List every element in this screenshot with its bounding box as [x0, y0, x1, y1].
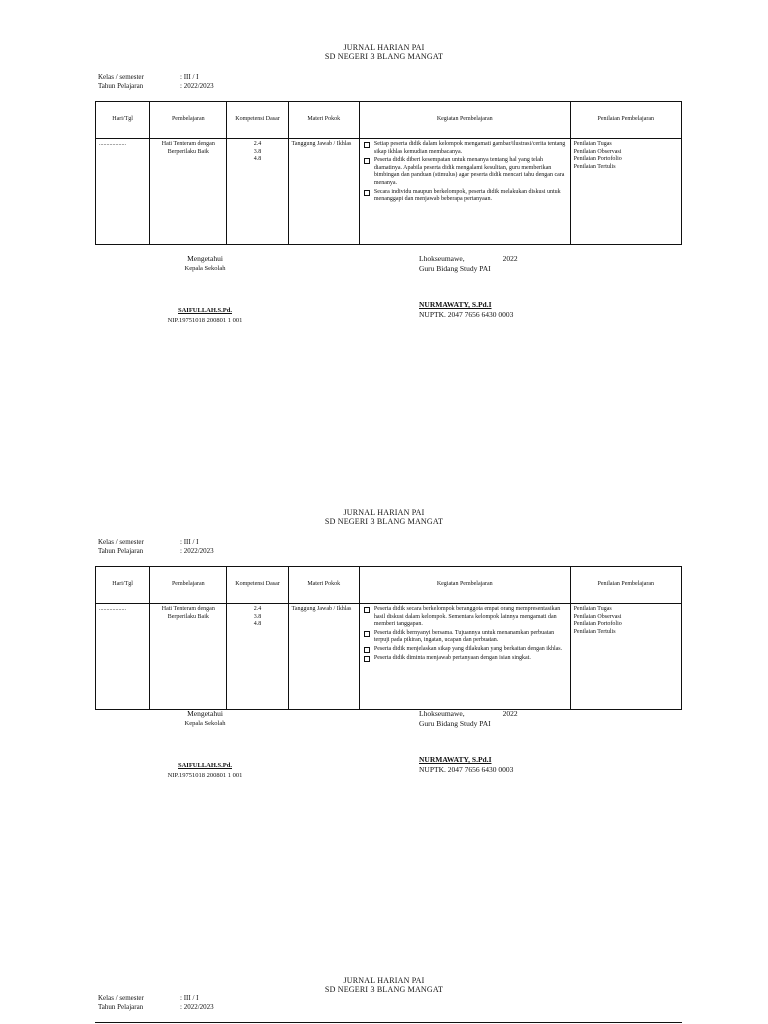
tahun-value: : 2022/2023: [180, 82, 214, 90]
year: 2022: [502, 254, 518, 263]
kompetensi-cell: [227, 139, 288, 245]
checkbox-bullet-icon: [364, 607, 370, 613]
place-date: Lhokseumawe,: [419, 254, 465, 263]
year: 2022: [502, 709, 518, 718]
class-meta: [98, 994, 214, 1012]
guru-title: Guru Bidang Study PAI: [419, 264, 491, 273]
tahun-value: : 2022/2023: [180, 547, 214, 555]
penilaian-cell: [570, 604, 681, 710]
checkbox-bullet-icon: [364, 631, 370, 637]
hari-cell: ..................: [96, 139, 150, 245]
checkbox-bullet-icon: [364, 158, 370, 164]
kelas-label: Kelas / semester: [98, 538, 144, 546]
penilaian-item: Penilaian Tertulis: [573, 628, 616, 635]
table-header-row: [96, 102, 682, 139]
header-kompetensi: Kompetensi Dasar: [227, 567, 288, 604]
list-item: [363, 606, 567, 629]
penilaian-item: Penilaian Portofolio: [573, 621, 622, 628]
guru-name: NURMAWATY, S.Pd.I: [419, 755, 492, 764]
header-penilaian: Penilaian Pembelajaran: [570, 567, 681, 604]
kegiatan-text: Peserta didik menjelaskan sikap yang dilakukan yang berkaitan dengan ikhlas.: [373, 645, 563, 652]
header-penilaian: Penilaian Pembelajaran: [570, 102, 681, 139]
kegiatan-cell: [359, 604, 570, 710]
journal-title: [0, 508, 768, 526]
checkbox-bullet-icon: [364, 647, 370, 653]
title-line-2: SD NEGERI 3 BLANG MANGAT: [324, 52, 444, 61]
kompetensi-item: 4.8: [253, 621, 262, 628]
guru-name: NURMAWATY, S.Pd.I: [419, 300, 492, 309]
checkbox-bullet-icon: [364, 656, 370, 662]
kegiatan-text: Peserta didik bernyanyi bersama. Tujuannya untuk menanamkan perbuatan terpuji pada pikiran, ingatan, ucapan dan perbuatan.: [373, 629, 555, 644]
penilaian-item: Penilaian Tertulis: [573, 163, 616, 170]
kompetensi-item: 2.4: [253, 141, 262, 147]
tahun-label: Tahun Pelajaran: [98, 547, 144, 555]
journal-table: [95, 101, 682, 245]
kelas-value: : III / I: [180, 538, 199, 546]
class-meta: [98, 73, 214, 91]
checkbox-bullet-icon: [364, 142, 370, 148]
penilaian-item: Penilaian Portofolio: [573, 156, 622, 163]
kegiatan-text: Peserta didik secara berkelompok beranggota empat orang mempresentasikan hasil diskusi dalam kelompok. Sementara kelompok lainnya mengamati dan memberi tanggapan.: [373, 606, 561, 628]
kegiatan-text: Peserta didik diberi kesempatan untuk menanya tentang hal yang telah diamatinya. Apabila peserta didik mengalami kesulitan, guru memberikan bimbingan dan panduan (stimulus) agar peserta didik mencari tahu dengan cara menanya.: [373, 157, 565, 186]
title-line-1: JURNAL HARIAN PAI: [343, 508, 425, 517]
pembelajaran-cell: Hati Tenteram dengan Berperilaku Baik: [150, 139, 227, 245]
header-kegiatan: Kegiatan Pembelajaran: [359, 102, 570, 139]
kegiatan-text: Setiap peserta didik dalam kelompok mengamati gambar/ilustrasi/cerita tentang sikap ikhlas kemudian membacanya.: [373, 141, 566, 155]
signature-guru: [419, 254, 569, 320]
header-hari: Hari/Tgl: [96, 102, 150, 139]
class-meta: [98, 538, 214, 556]
signature-kepala: [150, 254, 260, 326]
kepala-name: SAIFULLAH.S.Pd.: [178, 762, 232, 769]
journal-table: [95, 566, 682, 710]
kompetensi-cell: [227, 604, 288, 710]
signature-guru: [419, 709, 569, 775]
kegiatan-text: Peserta didik diminta menjawab pertanyaan dengan isian singkat.: [373, 654, 531, 661]
header-materi: Materi Pokok: [288, 102, 359, 139]
materi-cell: Tanggung Jawab / Ikhlas: [288, 604, 359, 710]
header-pembelajaran: Pembelajaran: [150, 102, 227, 139]
kepala-name: SAIFULLAH.S.Pd.: [178, 307, 232, 314]
table-header-row: [96, 567, 682, 604]
kompetensi-item: 4.8: [253, 156, 262, 163]
header-kegiatan: Kegiatan Pembelajaran: [359, 567, 570, 604]
penilaian-item: Penilaian Tugas: [573, 606, 612, 612]
kepala-nip: NIP.19751018 200801 1 001: [167, 317, 243, 324]
tahun-label: Tahun Pelajaran: [98, 1003, 144, 1011]
kompetensi-item: 2.4: [253, 606, 262, 612]
penilaian-item: Penilaian Tugas: [573, 141, 612, 147]
kegiatan-text: Secara individu maupun berkelompok, peserta didik melakukan diskusi untuk menanggapi dan menjawab beberapa pertanyaan.: [373, 188, 561, 203]
guru-nuptk: NUPTK. 2047 7656 6430 0003: [419, 765, 514, 774]
journal-title: [0, 43, 768, 61]
kelas-value: : III / I: [180, 994, 199, 1002]
mengetahui-label: Mengetahui: [187, 254, 223, 263]
kelas-label: Kelas / semester: [98, 73, 144, 81]
penilaian-item: Penilaian Observasi: [573, 148, 622, 155]
kompetensi-item: 3.8: [253, 148, 262, 155]
journal-title: [0, 976, 768, 994]
header-pembelajaran: Pembelajaran: [150, 567, 227, 604]
table-top-border: [95, 1022, 682, 1023]
header-kompetensi: Kompetensi Dasar: [227, 102, 288, 139]
place-date: Lhokseumawe,: [419, 709, 465, 718]
list-item: [363, 189, 567, 204]
checkbox-bullet-icon: [364, 190, 370, 196]
guru-nuptk: NUPTK. 2047 7656 6430 0003: [419, 310, 514, 319]
header-hari: Hari/Tgl: [96, 567, 150, 604]
kepala-nip: NIP.19751018 200801 1 001: [167, 772, 243, 779]
kelas-label: Kelas / semester: [98, 994, 144, 1002]
tahun-label: Tahun Pelajaran: [98, 82, 144, 90]
tahun-value: : 2022/2023: [180, 1003, 214, 1011]
table-row: [96, 139, 682, 245]
list-item: [363, 157, 567, 187]
kelas-value: : III / I: [180, 73, 199, 81]
hari-cell: ..................: [96, 604, 150, 710]
kompetensi-item: 3.8: [253, 613, 262, 620]
penilaian-cell: [570, 139, 681, 245]
penilaian-item: Penilaian Observasi: [573, 613, 622, 620]
table-row: [96, 604, 682, 710]
pembelajaran-cell: Hati Tenteram dengan Berperilaku Baik: [150, 604, 227, 710]
guru-title: Guru Bidang Study PAI: [419, 719, 491, 728]
title-line-1: JURNAL HARIAN PAI: [343, 976, 425, 985]
title-line-2: SD NEGERI 3 BLANG MANGAT: [324, 517, 444, 526]
kepala-title: Kepala Sekolah: [184, 720, 226, 727]
list-item: [363, 630, 567, 645]
kegiatan-cell: [359, 139, 570, 245]
title-line-2: SD NEGERI 3 BLANG MANGAT: [324, 985, 444, 994]
header-materi: Materi Pokok: [288, 567, 359, 604]
signature-kepala: [150, 709, 260, 781]
list-item: [363, 646, 567, 654]
title-line-1: JURNAL HARIAN PAI: [343, 43, 425, 52]
materi-cell: Tanggung Jawab / Ikhlas: [288, 139, 359, 245]
list-item: [363, 141, 567, 156]
kepala-title: Kepala Sekolah: [184, 265, 226, 272]
list-item: [363, 655, 567, 663]
mengetahui-label: Mengetahui: [187, 709, 223, 718]
